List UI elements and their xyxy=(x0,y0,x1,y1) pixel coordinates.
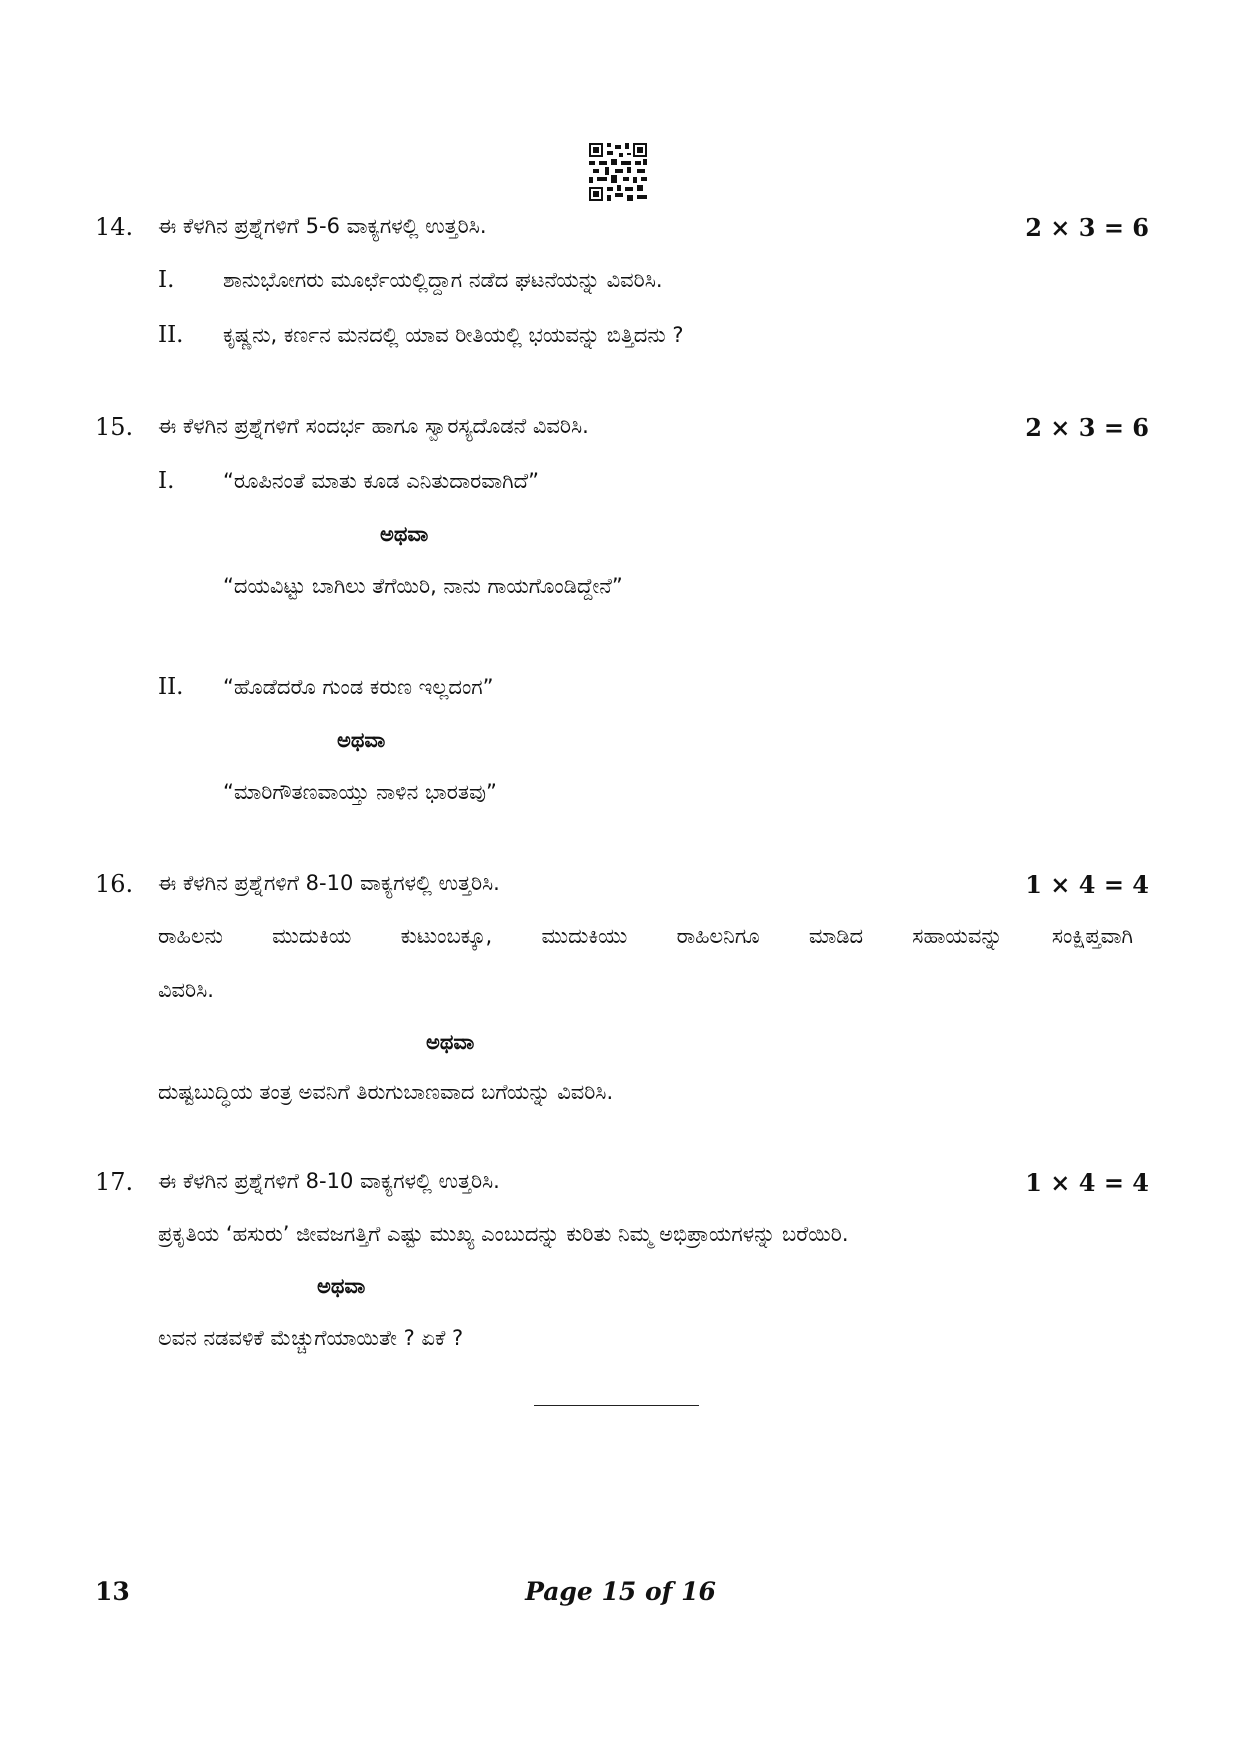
question-15-marks: 2 × 3 = 6 xyxy=(1025,413,1149,442)
question-17-alternative: ಲವನ ನಡವಳಿಕೆ ಮೆಚ್ಚುಗೆಯಾಯಿತೇ ? ಏಕೆ ? xyxy=(158,1326,464,1350)
question-14-item-2-numeral: II. xyxy=(158,322,184,348)
question-16-alternative: ದುಷ್ಟಬುದ್ಧಿಯ ತಂತ್ರ ಅವನಿಗೆ ತಿರುಗುಬಾಣವಾದ ಬಗೆಯನ್ನು ವಿವರಿಸಿ. xyxy=(158,1080,614,1104)
question-14-prompt: ಈ ಕೆಳಗಿನ ಪ್ರಶ್ನೆಗಳಿಗೆ 5-6 ವಾಕ್ಯಗಳಲ್ಲಿ ಉತ್ತರಿಸಿ. xyxy=(158,214,487,238)
question-17-number: 17. xyxy=(95,1168,134,1196)
question-16-number: 16. xyxy=(95,870,134,898)
question-16-or: ಅಥವಾ xyxy=(426,1030,475,1054)
page-number: Page 15 of 16 xyxy=(525,1577,716,1606)
question-17-marks: 1 × 4 = 4 xyxy=(1025,1168,1149,1197)
question-15-item-2-text: “ಹೊಡೆದರೊ ಗುಂಡ ಕರುಣ ಇಲ್ಲದಂಗ” xyxy=(223,675,494,699)
question-14-item-1-numeral: I. xyxy=(158,267,175,293)
question-15-item-2-numeral: II. xyxy=(158,674,184,700)
paper-code: 13 xyxy=(95,1577,130,1606)
question-15-item-1-alternative: “ದಯವಿಟ್ಟು ಬಾಗಿಲು ತೆಗೆಯಿರಿ, ನಾನು ಗಾಯಗೊಂಡಿದ್ದೇನೆ” xyxy=(223,574,623,598)
question-15-item-2-alternative: “ಮಾರಿಗೌತಣವಾಯ್ತು ನಾಳಿನ ಭಾರತವು” xyxy=(223,780,497,804)
question-15-number: 15. xyxy=(95,413,134,441)
question-15-item-1-numeral: I. xyxy=(158,468,175,494)
question-17-text: ಪ್ರಕೃತಿಯ ‘ಹಸುರು’ ಜೀವಜಗತ್ತಿಗೆ ಎಷ್ಟು ಮುಖ್ಯ ಎಂಬುದನ್ನು ಕುರಿತು ನಿಮ್ಮ ಅಭಿಪ್ರಾಯಗಳನ್ನು ಬರೆಯಿರಿ. xyxy=(158,1222,849,1246)
question-16-text-line-1: ರಾಹಿಲನು ಮುದುಕಿಯ ಕುಟುಂಬಕ್ಕೂ, ಮುದುಕಿಯು ರಾಹಿಲನಿಗೂ ಮಾಡಿದ ಸಹಾಯವನ್ನು ಸಂಕ್ಷಿಪ್ತವಾಗಿ xyxy=(158,924,1133,948)
question-14-item-1-text: ಶಾನುಭೋಗರು ಮೂರ್ಛೆಯಲ್ಲಿದ್ದಾಗ ನಡೆದ ಘಟನೆಯನ್ನು ವಿವರಿಸಿ. xyxy=(223,268,663,292)
question-16-text-line-2: ವಿವರಿಸಿ. xyxy=(158,978,214,1002)
question-17-prompt: ಈ ಕೆಳಗಿನ ಪ್ರಶ್ನೆಗಳಿಗೆ 8-10 ವಾಕ್ಯಗಳಲ್ಲಿ ಉತ್ತರಿಸಿ. xyxy=(158,1169,500,1193)
question-14-number: 14. xyxy=(95,213,134,241)
question-15-item-1-or: ಅಥವಾ xyxy=(380,522,429,546)
question-17-or: ಅಥವಾ xyxy=(317,1274,366,1298)
end-divider xyxy=(534,1405,699,1406)
qr-code-icon xyxy=(589,143,647,201)
question-15-prompt: ಈ ಕೆಳಗಿನ ಪ್ರಶ್ನೆಗಳಿಗೆ ಸಂದರ್ಭ ಹಾಗೂ ಸ್ವಾರಸ್ಯದೊಡನೆ ವಿವರಿಸಿ. xyxy=(158,414,589,438)
question-15-item-2-or: ಅಥವಾ xyxy=(337,728,386,752)
question-15-item-1-text: “ರೂಪಿನಂತೆ ಮಾತು ಕೂಡ ಎನಿತುದಾರವಾಗಿದೆ” xyxy=(223,469,539,493)
question-16-marks: 1 × 4 = 4 xyxy=(1025,870,1149,899)
question-16-prompt: ಈ ಕೆಳಗಿನ ಪ್ರಶ್ನೆಗಳಿಗೆ 8-10 ವಾಕ್ಯಗಳಲ್ಲಿ ಉತ್ತರಿಸಿ. xyxy=(158,871,500,895)
question-14-item-2-text: ಕೃಷ್ಣನು, ಕರ್ಣನ ಮನದಲ್ಲಿ ಯಾವ ರೀತಿಯಲ್ಲಿ ಭಯವನ್ನು ಬಿತ್ತಿದನು ? xyxy=(223,323,684,347)
question-14-marks: 2 × 3 = 6 xyxy=(1025,213,1149,242)
